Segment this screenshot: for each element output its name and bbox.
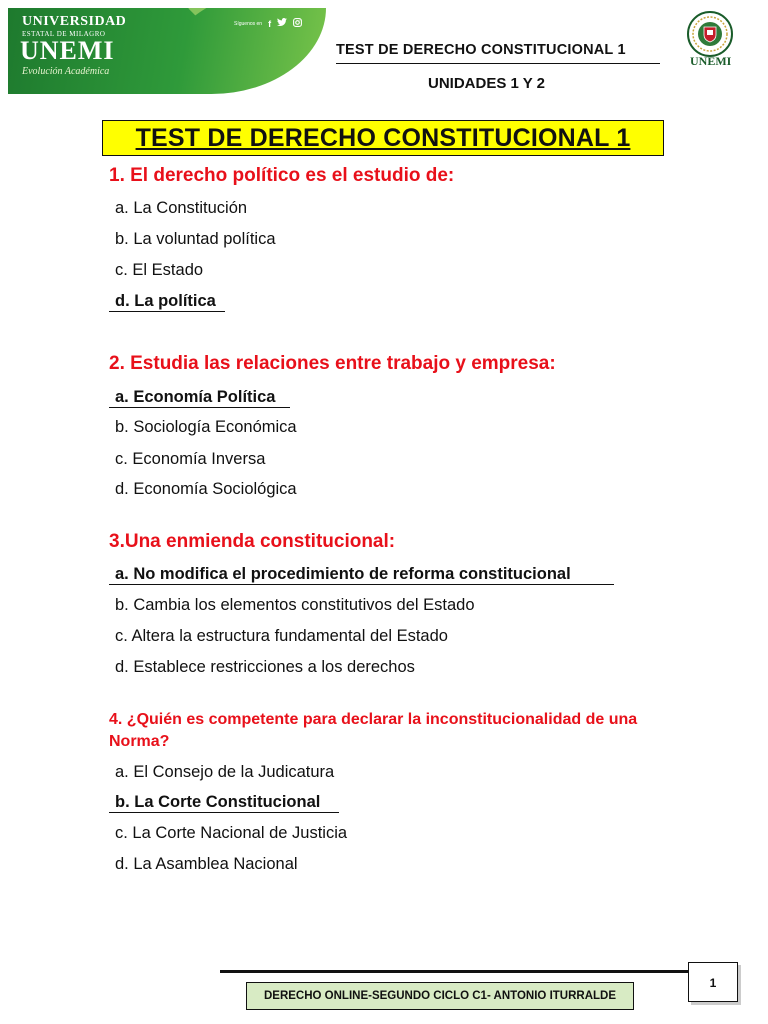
question-2-option-b: b. Sociología Económica — [115, 418, 297, 436]
question-3-option-b: b. Cambia los elementos constitutivos del Estado — [115, 596, 475, 614]
question-1-option-a: a. La Constitución — [115, 199, 248, 217]
question-2-answer: a. Economía Política — [115, 388, 276, 406]
page-number: 1 — [688, 962, 738, 1002]
answer-underline — [109, 584, 614, 585]
university-name: UNEMI — [20, 36, 115, 65]
question-1-answer: d. La política — [115, 292, 216, 310]
header-rule — [336, 63, 660, 64]
facebook-icon[interactable]: f — [268, 18, 272, 29]
question-2-option-d: d. Economía Sociológica — [115, 480, 297, 498]
question-1: 1. El derecho político es el estudio de: — [109, 165, 455, 186]
answer-underline — [109, 311, 225, 312]
university-line2: ESTATAL DE MILAGRO — [22, 30, 106, 38]
seal-label: UNEMI — [690, 54, 732, 68]
university-line1: UNIVERSIDAD — [22, 14, 127, 29]
question-3-option-c: c. Altera la estructura fundamental del Estado — [115, 627, 448, 645]
question-3-option-d: d. Establece restricciones a los derechos — [115, 658, 415, 676]
question-1-option-c: c. El Estado — [115, 261, 204, 279]
header-document-title: TEST DE DERECHO CONSTITUCIONAL 1 — [336, 42, 626, 58]
question-4-option-d: d. La Asamblea Nacional — [115, 855, 298, 873]
page-title: TEST DE DERECHO CONSTITUCIONAL 1 — [135, 124, 631, 152]
question-3-answer: a. No modifica el procedimiento de reforma constitucional — [115, 565, 571, 583]
header-units: UNIDADES 1 Y 2 — [428, 75, 545, 92]
social-links — [234, 18, 302, 29]
question-2-option-c: c. Economía Inversa — [115, 450, 266, 468]
question-4-option-c: c. La Corte Nacional de Justicia — [115, 824, 348, 842]
university-banner — [8, 8, 326, 94]
question-4-option-a: a. El Consejo de la Judicatura — [115, 763, 335, 781]
main-title-box — [102, 120, 664, 156]
footer-label: DERECHO ONLINE-SEGUNDO CICLO C1- ANTONIO ITURRALDE — [246, 982, 634, 1010]
university-motto: Evolución Académica — [22, 66, 110, 77]
answer-underline — [109, 812, 339, 813]
question-3: 3.Una enmienda constitucional: — [109, 531, 396, 552]
question-1-option-b: b. La voluntad política — [115, 230, 276, 248]
question-4-answer: b. La Corte Constitucional — [115, 793, 321, 811]
question-4: 4. ¿Quién es competente para declarar la inconstitucionalidad de una Norma? — [109, 711, 638, 750]
twitter-icon[interactable] — [277, 18, 287, 29]
question-2: 2. Estudia las relaciones entre trabajo y empresa: — [109, 353, 556, 374]
footer-rule — [220, 970, 688, 973]
instagram-icon[interactable] — [293, 18, 302, 29]
answer-underline — [109, 407, 290, 408]
social-follow-label: Síguenos en — [234, 20, 263, 27]
